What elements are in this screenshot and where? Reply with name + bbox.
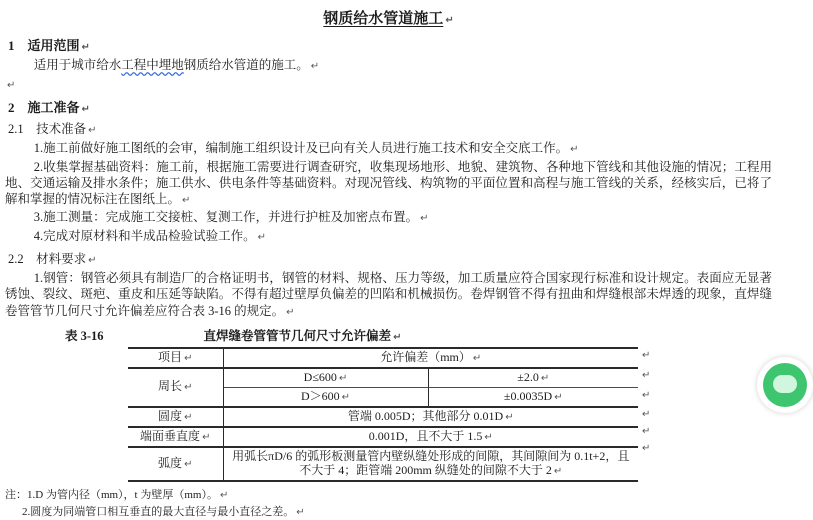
cell-cond-d-le-600 [223,368,428,388]
table-header-row [128,348,638,368]
paragraph-mark: ↵ [472,352,482,364]
squareness-value-text: 0.001D，且不大于 1.5 [368,428,483,443]
heading-2-preparation [8,97,772,116]
camber-label-text: 弧度 [158,455,183,470]
heading-2-1-text: 2.1 技术准备 [8,122,87,137]
dev-d-gt-600-text: ±0.0035D [503,388,553,403]
paragraph-mark: ↵ [393,331,402,343]
page-title-text: 钢质给水管道施工 [323,11,444,27]
paragraph-mark: ↵ [445,15,454,26]
tech-item-2-text: 2.收集掌握基础资料：施工前，根据施工需要进行调查研究，收集现场地形、地貌、建筑物、各种地下管线和其他设施的情况；工程用地、交通运输及排水条件；施工供水、供电条件等基础资料。对现况管线、构筑物的平面位置和高程与施工管线的关系，经核实后，已将了解和掌握的情况标注在图纸上。 [5,159,772,207]
paragraph-mark: ↵ [184,382,193,394]
green-circle-icon [763,363,807,407]
tech-item-4 [5,228,772,246]
heading-2-1-technical [8,119,772,137]
scope-paragraph [5,57,772,75]
tech-item-2 [5,159,772,210]
paragraph-mark: ↵ [642,442,651,454]
table-3-16 [128,347,638,482]
heading-1-text: 1 适用范围 [8,38,80,53]
paragraph-mark: ↵ [570,144,579,156]
tech-item-1-text: 1.施工前做好施工图纸的会审，编制施工组织设计及已向有关人员进行施工技术和安全交底工作。 [33,141,569,156]
tech-item-1 [5,140,772,158]
tech-item-3-text: 3.施工测量：完成施工交接桩、复测工作，并进行护桩及加密点布置。 [33,210,419,225]
page-title [5,7,772,27]
heading-1-scope [8,35,772,54]
dev-d-le-600-text: ±2.0 [517,369,539,384]
tech-item-4-text: 4.完成对原材料和半成品检验试验工作。 [33,228,256,243]
paragraph-mark: ↵ [286,306,295,318]
scope-text-pre: 适用于城市给水 [33,58,122,72]
cond-d-gt-600-text: D＞600 [300,388,340,403]
paragraph-mark: ↵ [642,408,651,420]
note-2-text: 2.圆度为同端管口相互垂直的最大直径与最小直径之差。 [22,505,295,518]
paragraph-mark: ↵ [296,506,305,518]
scope-text-squiggle: 工程中埋地 [121,58,184,72]
note-1-text: 注：1.D 为管内径（mm），t 为壁厚（mm）。 [5,488,218,501]
floating-action-button[interactable] [757,357,813,413]
table-notes [5,488,772,520]
camber-value-text: 用弧长πD/6 的弧形板测量管内壁纵缝处形成的间隙，其间隙间为 0.1t+2，且不大于 4；距管端 200mm 纵缝处的间隙不大于 2 [232,448,630,477]
paragraph-mark: ↵ [642,425,651,437]
table-title [204,326,402,344]
cell-camber-value [223,447,638,481]
paragraph-mark: ↵ [88,125,97,137]
header-cell-item [128,348,223,368]
heading-2-2-material [8,249,772,267]
paragraph-mark: ↵ [184,458,193,470]
cell-roundness-value [223,407,638,427]
paragraph-mark: ↵ [257,231,267,243]
paragraph-mark: ↵ [81,104,90,116]
scope-text-post: 钢质给水管道的施工。 [183,58,309,72]
table-row-roundness [128,407,638,427]
paragraph-mark: ↵ [642,369,651,381]
paragraph-mark: ↵ [540,372,550,384]
note-2 [22,505,772,520]
tech-item-3 [5,209,772,227]
roundness-label-text: 圆度 [158,408,183,423]
table-row-camber [128,447,638,481]
paragraph-mark: ↵ [420,213,429,225]
table-row-perimeter-1 [128,368,638,388]
cell-camber-label [128,447,223,481]
paragraph-mark: ↵ [341,391,351,403]
paragraph-mark: ↵ [184,411,193,423]
material-paragraph [5,270,772,321]
header-deviation-text: 允许偏差（mm） [380,349,471,364]
squareness-label-text: 端面垂直度 [140,428,201,443]
cell-cond-d-gt-600 [223,387,428,407]
paragraph-mark: ↵ [182,195,191,207]
heading-2-text: 2 施工准备 [8,100,80,116]
paragraph-mark: ↵ [310,61,320,72]
empty-paragraph [5,77,772,92]
cell-dev-d-le-600 [428,368,638,388]
header-item-text: 项目 [158,349,183,364]
paragraph-mark: ↵ [202,431,211,443]
cond-d-le-600-text: D≤600 [303,369,337,384]
header-cell-deviation [223,348,638,368]
cell-roundness-label [128,407,223,427]
paragraph-mark: ↵ [505,411,514,423]
paragraph-mark: ↵ [642,389,651,401]
paragraph-mark: ↵ [642,349,651,361]
note-1 [5,488,772,503]
roundness-value-text: 管端 0.005D；其他部分 0.01D [347,408,504,423]
paragraph-mark: ↵ [219,489,229,501]
paragraph-mark: ↵ [184,352,193,364]
heading-2-2-text: 2.2 材料要求 [8,252,87,267]
table-title-text: 直焊缝卷管管节几何尺寸允许偏差 [203,328,392,343]
paragraph-mark: ↵ [338,372,348,384]
table-wrapper [128,347,772,482]
table-number-label: 表 3-16 [65,328,104,343]
cell-perimeter-label [128,368,223,407]
paragraph-mark: ↵ [554,391,563,403]
table-row-squareness [128,427,638,447]
cell-dev-d-gt-600 [428,387,638,407]
paragraph-mark: ↵ [88,255,97,267]
material-paragraph-text: 1.钢管：钢管必须具有制造厂的合格证明书，钢管的材料、规格、压力等级，加工质量应符合国家现行标准和设计规定。表面应无显著锈蚀、裂纹、斑疤、重皮和压延等缺陷。不得有超过壁厚负偏差的凹陷和机械损伤。卷焊钢管不得有扭曲和焊缝根部未焊透的现象，直焊缝卷管管节几何尺寸允许偏差应符合表 3-16 的规定。 [5,271,772,318]
paragraph-mark: ↵ [553,465,563,477]
perimeter-label-text: 周长 [158,379,183,394]
cell-squareness-label [128,427,223,447]
table-caption [5,326,772,344]
paragraph-mark: ↵ [81,42,90,53]
cell-squareness-value [223,427,638,447]
paragraph-mark: ↵ [7,80,16,92]
paragraph-mark: ↵ [484,431,493,443]
